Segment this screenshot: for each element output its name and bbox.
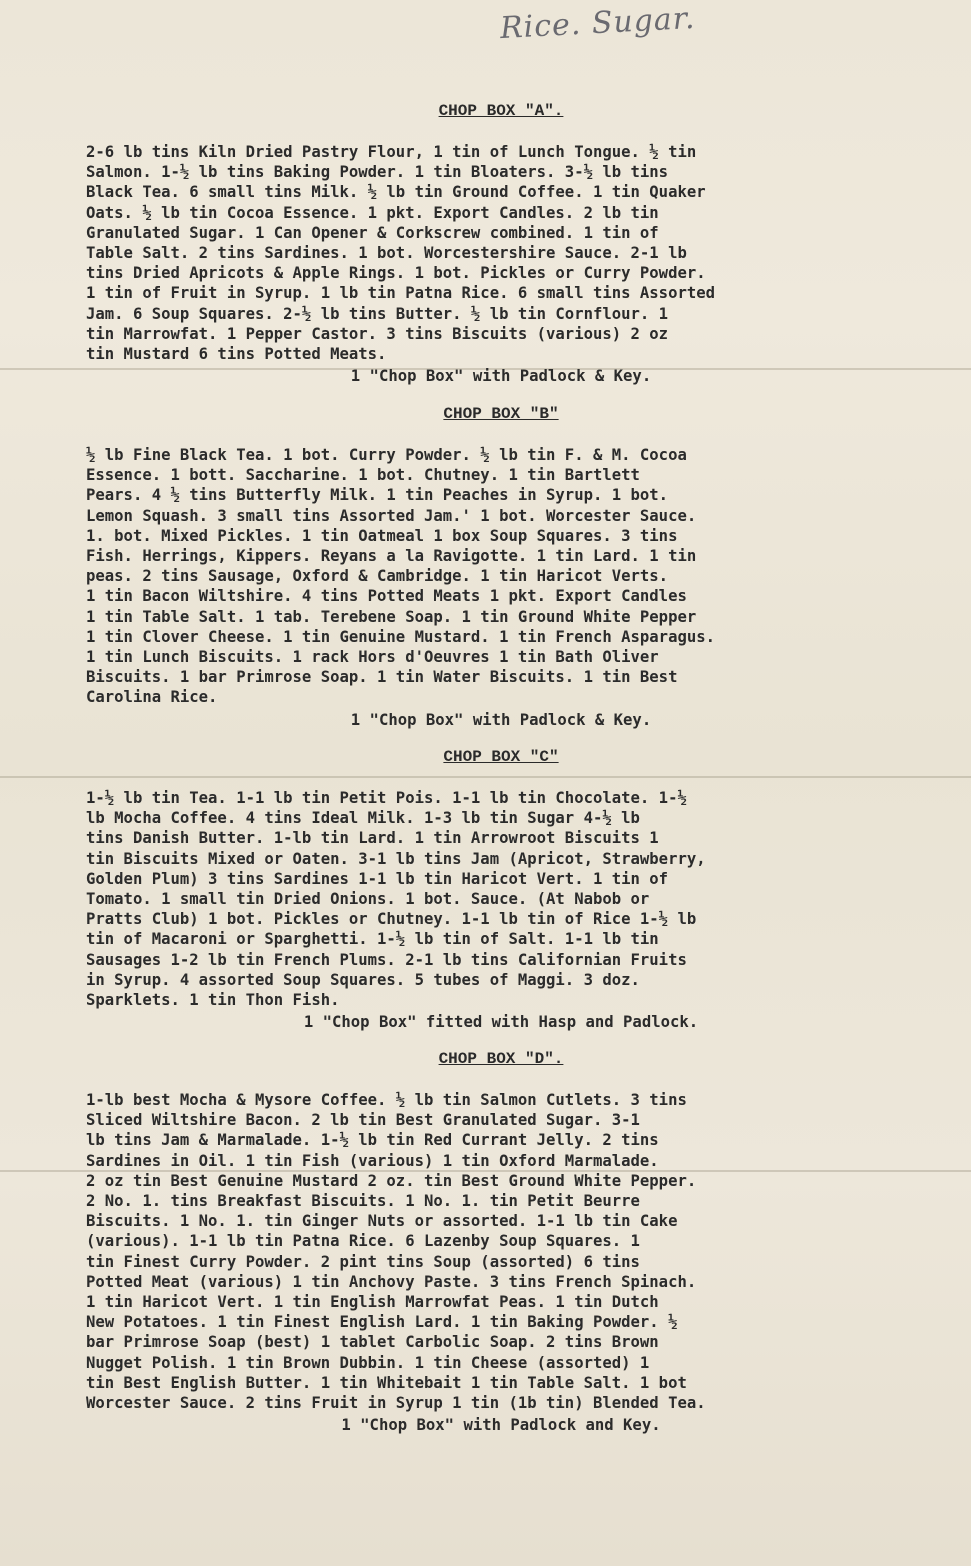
- text-line: tin Finest Curry Powder. 2 pint tins Soup (assorted) 6 tins: [86, 1252, 640, 1271]
- text-line: Table Salt. 2 tins Sardines. 1 bot. Worcestershire Sauce. 2-1 lb: [86, 244, 687, 263]
- section-footer: 1 "Chop Box" with Padlock & Key.: [350, 367, 652, 386]
- text-line: Black Tea. 6 small tins Milk. ½ lb tin Ground Coffee. 1 tin Quaker: [86, 183, 706, 202]
- section-heading: CHOP BOX "A".: [438, 102, 564, 120]
- text-line: Granulated Sugar. 1 Can Opener & Corkscrew combined. 1 tin of: [86, 223, 659, 242]
- text-line: 1 tin Clover Cheese. 1 tin Genuine Mustard. 1 tin French Asparagus.: [86, 627, 716, 646]
- chop-box-b: [86, 405, 916, 730]
- text-line: (various). 1-1 lb tin Patna Rice. 6 Lazenby Soup Squares. 1: [86, 1232, 640, 1251]
- text-line: Carolina Rice.: [86, 688, 218, 707]
- text-line: Oats. ½ lb tin Cocoa Essence. 1 pkt. Export Candles. 2 lb tin: [86, 203, 659, 222]
- text-line: peas. 2 tins Sausage, Oxford & Cambridge. 1 tin Haricot Verts.: [86, 567, 669, 586]
- text-line: tins Dried Apricots & Apple Rings. 1 bot. Pickles or Curry Powder.: [86, 264, 706, 283]
- text-line: tin of Macaroni or Sparghetti. 1-½ lb tin of Salt. 1-1 lb tin: [86, 930, 659, 949]
- text-line: New Potatoes. 1 tin Finest English Lard. 1 tin Baking Powder. ½: [86, 1313, 678, 1332]
- text-line: Salmon. 1-½ lb tins Baking Powder. 1 tin Bloaters. 3-½ lb tins: [86, 163, 669, 182]
- text-line: Fish. Herrings, Kippers. Reyans a la Ravigotte. 1 tin Lard. 1 tin: [86, 547, 697, 566]
- text-line: Essence. 1 bott. Saccharine. 1 bot. Chutney. 1 tin Bartlett: [86, 466, 640, 485]
- text-line: tins Danish Butter. 1-lb tin Lard. 1 tin Arrowroot Biscuits 1: [86, 829, 659, 848]
- text-line: Tomato. 1 small tin Dried Onions. 1 bot. Sauce. (At Nabob or: [86, 890, 650, 909]
- text-line: Jam. 6 Soup Squares. 2-½ lb tins Butter. ½ lb tin Cornflour. 1: [86, 304, 669, 323]
- chop-box-a: [86, 102, 916, 386]
- chop-box-c: [86, 748, 916, 1032]
- text-line: 1 tin of Fruit in Syrup. 1 lb tin Patna Rice. 6 small tins Assorted: [86, 284, 716, 303]
- text-line: Sausages 1-2 lb tin French Plums. 2-1 lb tins Californian Fruits: [86, 950, 687, 969]
- text-line: Sparklets. 1 tin Thon Fish.: [86, 991, 340, 1010]
- text-line: 1 tin Table Salt. 1 tab. Terebene Soap. 1 tin Ground White Pepper: [86, 607, 697, 626]
- section-heading: CHOP BOX "D".: [438, 1050, 564, 1068]
- text-line: Biscuits. 1 bar Primrose Soap. 1 tin Water Biscuits. 1 tin Best: [86, 668, 678, 687]
- text-line: tin Best English Butter. 1 tin Whitebait 1 tin Table Salt. 1 bot: [86, 1373, 687, 1392]
- text-line: lb Mocha Coffee. 4 tins Ideal Milk. 1-3 lb tin Sugar 4-½ lb: [86, 809, 640, 828]
- section-heading: CHOP BOX "C": [443, 748, 559, 766]
- text-line: Pratts Club) 1 bot. Pickles or Chutney. 1-1 lb tin of Rice 1-½ lb: [86, 910, 697, 929]
- text-line: Golden Plum) 3 tins Sardines 1-1 lb tin Haricot Vert. 1 tin of: [86, 869, 669, 888]
- text-line: 2 oz tin Best Genuine Mustard 2 oz. tin Best Ground White Pepper.: [86, 1171, 697, 1190]
- text-line: 1. bot. Mixed Pickles. 1 tin Oatmeal 1 box Soup Squares. 3 tins: [86, 526, 678, 545]
- text-line: 1 tin Lunch Biscuits. 1 rack Hors d'Oeuvres 1 tin Bath Oliver: [86, 648, 659, 667]
- text-line: ½ lb Fine Black Tea. 1 bot. Curry Powder. ½ lb tin F. & M. Cocoa: [86, 446, 687, 464]
- section-footer: 1 "Chop Box" fitted with Hasp and Padlock.: [303, 1013, 699, 1032]
- text-line: Sliced Wiltshire Bacon. 2 lb tin Best Granulated Sugar. 3-1: [86, 1111, 640, 1130]
- section-footer: 1 "Chop Box" with Padlock & Key.: [350, 710, 652, 729]
- text-line: Nugget Polish. 1 tin Brown Dubbin. 1 tin Cheese (assorted) 1: [86, 1353, 650, 1372]
- text-line: 2 No. 1. tins Breakfast Biscuits. 1 No. 1. tin Petit Beurre: [86, 1192, 640, 1211]
- text-line: Biscuits. 1 No. 1. tin Ginger Nuts or assorted. 1-1 lb tin Cake: [86, 1212, 678, 1231]
- text-line: Pears. 4 ½ tins Butterfly Milk. 1 tin Peaches in Syrup. 1 bot.: [86, 486, 669, 505]
- text-line: Sardines in Oil. 1 tin Fish (various) 1 tin Oxford Marmalade.: [86, 1151, 659, 1170]
- text-line: tin Mustard 6 tins Potted Meats.: [86, 345, 387, 364]
- text-line: bar Primrose Soap (best) 1 tablet Carbolic Soap. 2 tins Brown: [86, 1333, 659, 1352]
- text-line: in Syrup. 4 assorted Soup Squares. 5 tubes of Maggi. 3 doz.: [86, 970, 640, 989]
- section-footer: 1 "Chop Box" with Padlock and Key.: [341, 1416, 661, 1435]
- text-line: 1 tin Bacon Wiltshire. 4 tins Potted Meats 1 pkt. Export Candles: [86, 587, 687, 606]
- text-line: 1-lb best Mocha & Mysore Coffee. ½ lb tin Salmon Cutlets. 3 tins: [86, 1091, 687, 1109]
- chop-box-d: [86, 1050, 916, 1435]
- text-line: Potted Meat (various) 1 tin Anchovy Paste. 3 tins French Spinach.: [86, 1272, 697, 1291]
- text-line: 1 tin Haricot Vert. 1 tin English Marrowfat Peas. 1 tin Dutch: [86, 1293, 659, 1312]
- text-line: Worcester Sauce. 2 tins Fruit in Syrup 1 tin (1b tin) Blended Tea.: [86, 1394, 706, 1413]
- text-line: tin Biscuits Mixed or Oaten. 3-1 lb tins Jam (Apricot, Strawberry,: [86, 849, 706, 868]
- text-line: 1-½ lb tin Tea. 1-1 lb tin Petit Pois. 1-1 lb tin Chocolate. 1-½: [86, 789, 687, 807]
- text-line: 2-6 lb tins Kiln Dried Pastry Flour, 1 tin of Lunch Tongue. ½ tin: [86, 143, 697, 161]
- handwritten-note: Rice. Sugar.: [499, 0, 697, 47]
- text-line: lb tins Jam & Marmalade. 1-½ lb tin Red Currant Jelly. 2 tins: [86, 1131, 659, 1150]
- text-line: tin Marrowfat. 1 Pepper Castor. 3 tins Biscuits (various) 2 oz: [86, 324, 669, 343]
- text-line: Lemon Squash. 3 small tins Assorted Jam.' 1 bot. Worcester Sauce.: [86, 506, 697, 525]
- section-heading: CHOP BOX "B": [443, 405, 559, 423]
